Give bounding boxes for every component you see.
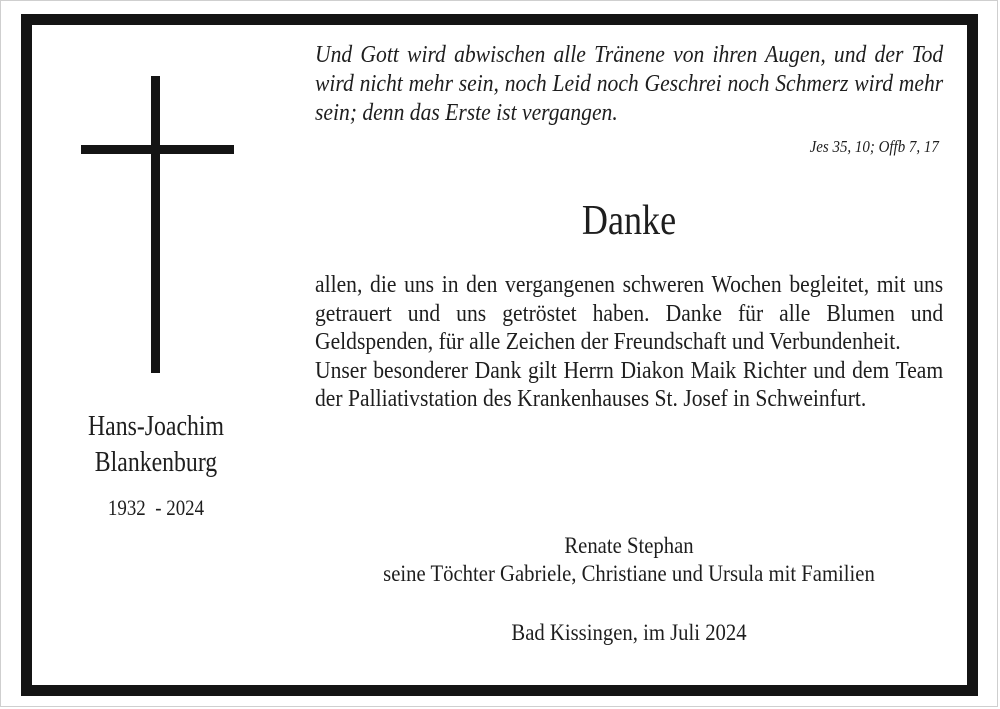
signer-line-1: Renate Stephan (564, 533, 694, 558)
thanks-paragraph-2: Unser besonderer Dank gilt Herrn Diakon Maik Richter und dem Team der Palliativstation des Krankenhauses St. Josef in Schweinfurt. (315, 357, 944, 412)
cross-vertical-bar (151, 76, 160, 373)
signers (315, 532, 943, 588)
life-dates: 1932 - 2024 (107, 495, 205, 520)
verse-reference: Jes 35, 10; Offb 7, 17 (809, 137, 939, 156)
place-and-date: Bad Kissingen, im Juli 2024 (511, 620, 747, 645)
deceased-name (62, 408, 251, 480)
thanks-paragraph-1: allen, die uns in den vergangenen schweren Wochen begleitet, mit uns getrauert und uns getröstet haben. Danke für alle Blumen und Geldspenden, für alle Zeichen der Freundschaft und Verbundenheit. (315, 272, 944, 355)
cross-horizontal-bar (81, 145, 234, 154)
signer-line-2: seine Töchter Gabriele, Christiane und Ursula mit Familien (383, 561, 875, 586)
bible-verse: Und Gott wird abwischen alle Tränene von ihren Augen, und der Tod wird nicht mehr sein, noch Leid noch Geschrei noch Schmerz wird mehr sein; denn das Erste ist vergangen. (315, 42, 944, 126)
page-title: Danke (581, 198, 677, 244)
thanks-text (315, 271, 943, 414)
deceased-first-name: Hans-Joachim (87, 410, 225, 442)
deceased-last-name: Blankenburg (94, 446, 218, 478)
